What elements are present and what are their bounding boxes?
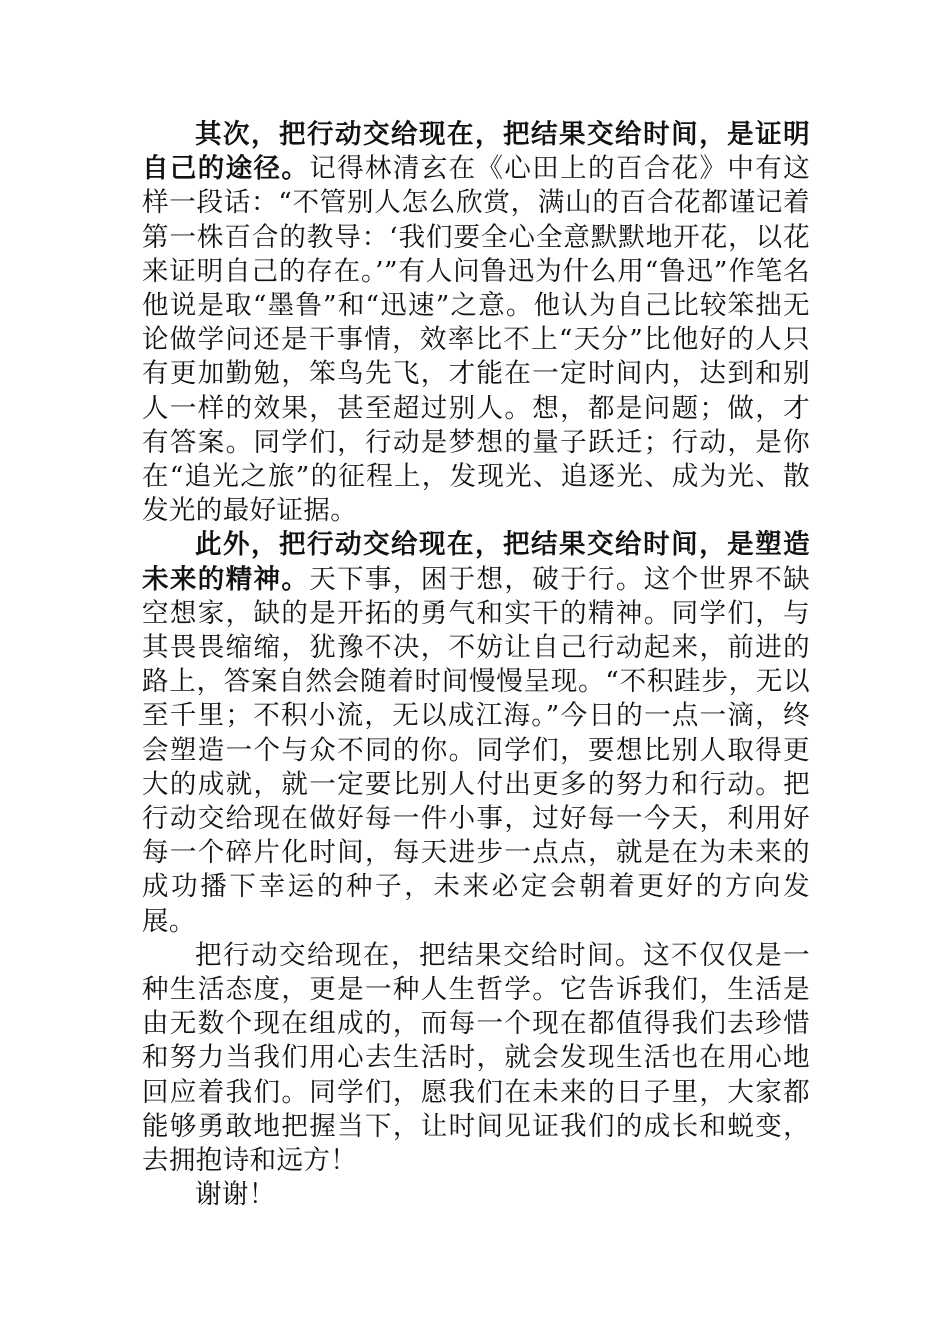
paragraph-lead-heading: 其次，把行动交给现在，把结果交给时间，是证明自己的途径。 bbox=[142, 119, 810, 185]
closing-thanks: 谢谢！ bbox=[195, 1179, 276, 1211]
paragraph-proving-oneself bbox=[142, 118, 810, 528]
paragraph-shaping-future bbox=[142, 528, 810, 938]
paragraph-lead-heading: 此外，把行动交给现在，把结果交给时间，是塑造未来的精神。 bbox=[142, 529, 810, 595]
paragraph-body-text: 记得林清玄在《心田上的百合花》中有这样一段话：“不管别人怎么欣赏，满山的百合花都谨记着第一株百合的教导：‘我们要全心全意默默地开花，以花来证明自己的存在。’”有人问鲁迅为什么用“鲁迅”作笔名他说是取“墨鲁”和“迅速”之意。他认为自己比较笨拙无论做学问还是干事情，效率比不上“天分”比他好的人只有更加勤勉，笨鸟先飞，才能在一定时间内，达到和别人一样的效果，甚至超过别人。想，都是问题；做，才有答案。同学们，行动是梦想的量子跃迁；行动，是你在“追光之旅”的征程上，发现光、追逐光、成为光、散发光的最好证据。 bbox=[142, 153, 810, 527]
document-page bbox=[142, 118, 810, 1213]
paragraph-life-philosophy bbox=[142, 939, 810, 1178]
paragraph-body-text: 天下事，困于想，破于行。这个世界不缺空想家，缺的是开拓的勇气和实干的精神。同学们，与其畏畏缩缩，犹豫不决，不妨让自己行动起来，前进的路上，答案自然会随着时间慢慢呈现。“不积跬步，无以至千里；不积小流，无以成江海。”今日的一点一滴，终会塑造一个与众不同的你。同学们，要想比别人取得更大的成就，就一定要比别人付出更多的努力和行动。把行动交给现在做好每一件小事，过好每一今天，利用好每一个碎片化时间，每天进步一点点，就是在为未来的成功播下幸运的种子，未来必定会朝着更好的方向发展。 bbox=[142, 563, 810, 937]
paragraph-body-text: 把行动交给现在，把结果交给时间。这不仅仅是一种生活态度，更是一种人生哲学。它告诉我们，生活是由无数个现在组成的，而每一个现在都值得我们去珍惜和努力当我们用心去生活时，就会发现生活也在用心地回应着我们。同学们，愿我们在未来的日子里，大家都能够勇敢地把握当下，让时间见证我们的成长和蜕变，去拥抱诗和远方！ bbox=[142, 939, 810, 1177]
